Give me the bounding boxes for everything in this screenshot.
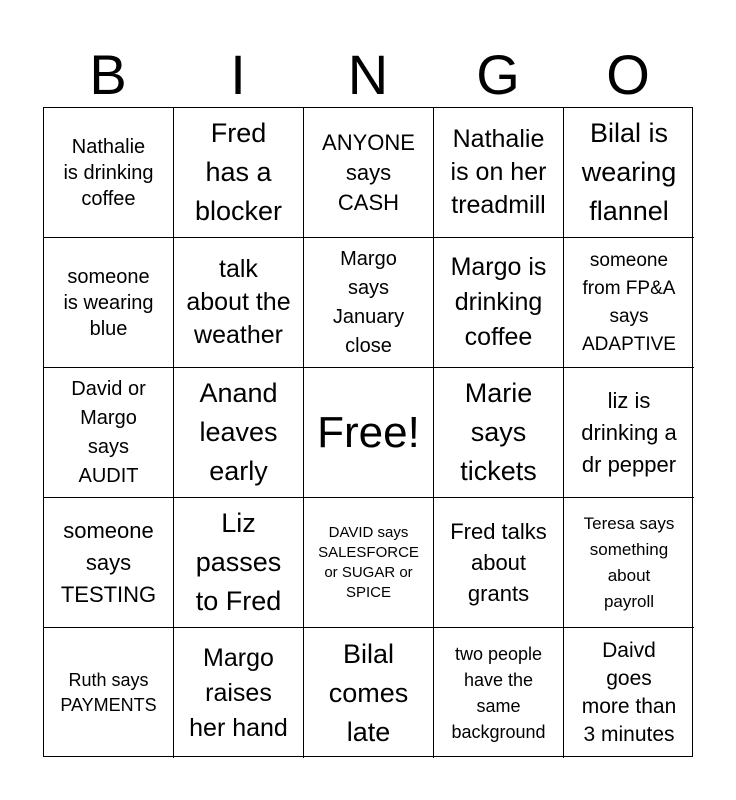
bingo-cell[interactable] (174, 498, 304, 628)
bingo-cell[interactable] (44, 238, 174, 368)
bingo-cell[interactable] (44, 498, 174, 628)
cell-text: Liz passes to Fred (195, 508, 282, 616)
bingo-board (43, 107, 693, 757)
bingo-header (43, 40, 693, 110)
cell-text: someone from FP&A says ADAPTIVE (582, 249, 676, 355)
bingo-cell[interactable] (304, 628, 434, 758)
bingo-cell[interactable] (434, 628, 564, 758)
cell-text: Fred has a blocker (194, 118, 283, 226)
cell-text: talk about the weather (186, 255, 291, 349)
bingo-cell[interactable] (304, 498, 434, 628)
cell-text: Nathalie is drinking coffee (63, 135, 154, 210)
bingo-cell[interactable] (304, 108, 434, 238)
bingo-cell[interactable] (434, 498, 564, 628)
cell-text: Margo raises her hand (189, 643, 288, 742)
bingo-cell[interactable] (434, 238, 564, 368)
bingo-cell[interactable] (304, 238, 434, 368)
cell-text: Margo is drinking coffee (450, 253, 547, 351)
header-letter-b: B (89, 43, 127, 106)
cell-text: Daivd goes more than 3 minutes (581, 639, 677, 746)
cell-text: liz is drinking a dr pepper (581, 387, 677, 477)
cell-text: Ruth says PAYMENTS (60, 670, 157, 715)
bingo-cell[interactable] (564, 368, 694, 498)
cell-text: someone says TESTING (60, 517, 157, 607)
bingo-cell[interactable] (304, 368, 434, 498)
bingo-cell[interactable] (434, 108, 564, 238)
cell-text: Bilal comes late (328, 638, 409, 747)
bingo-cell[interactable] (564, 108, 694, 238)
header-letter-i: I (230, 43, 246, 106)
cell-text: DAVID says SALESFORCE or SUGAR or SPICE (318, 523, 419, 601)
cell-text: Bilal is wearing flannel (581, 118, 677, 226)
header-letter-g: G (476, 43, 520, 106)
bingo-cell[interactable] (44, 628, 174, 758)
bingo-cell[interactable] (174, 108, 304, 238)
bingo-cell[interactable] (564, 628, 694, 758)
bingo-cell[interactable] (434, 368, 564, 498)
cell-text: Nathalie is on her treadmill (450, 125, 547, 219)
bingo-cell[interactable] (44, 368, 174, 498)
bingo-cell[interactable] (44, 108, 174, 238)
bingo-cell[interactable] (174, 368, 304, 498)
cell-text: ANYONE says CASH (322, 129, 415, 215)
bingo-cell[interactable] (564, 238, 694, 368)
header-letter-n: N (347, 43, 389, 106)
cell-text: Margo says January close (332, 247, 405, 357)
cell-text-free: Free! (317, 407, 420, 457)
cell-text: two people have the same background (451, 644, 546, 742)
header-letter-o: O (606, 43, 650, 106)
bingo-cell[interactable] (174, 628, 304, 758)
cell-text: David or Margo says AUDIT (71, 377, 146, 487)
cell-text: Marie says tickets (460, 378, 537, 486)
bingo-cell[interactable] (564, 498, 694, 628)
cell-text: someone is wearing blue (63, 265, 154, 340)
cell-text: Anand leaves early (199, 378, 278, 486)
cell-text: Fred talks about grants (450, 519, 547, 606)
bingo-cell[interactable] (174, 238, 304, 368)
cell-text: Teresa says something about payroll (583, 513, 675, 611)
